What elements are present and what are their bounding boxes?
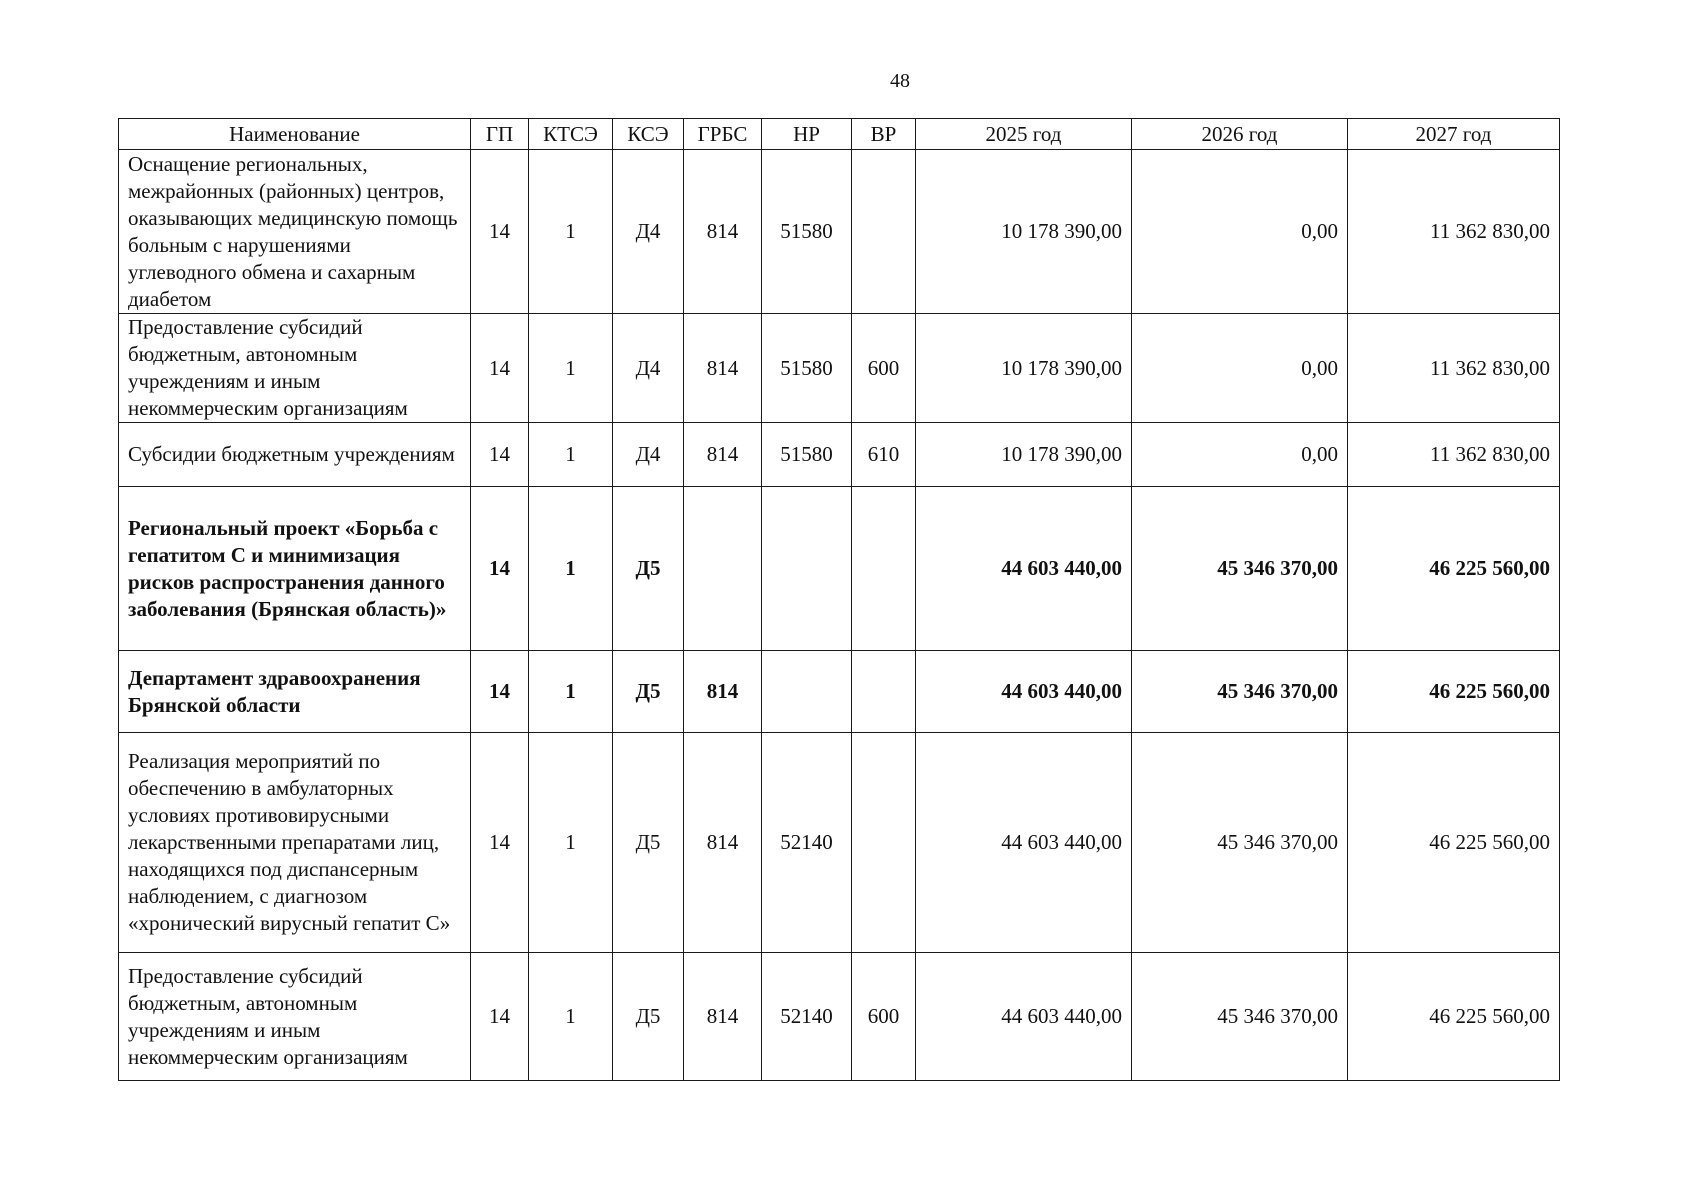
row-2027: 11 362 830,00 (1348, 423, 1560, 487)
row-grbs: 814 (684, 733, 762, 953)
row-2025: 44 603 440,00 (916, 953, 1132, 1081)
row-2026: 45 346 370,00 (1132, 651, 1348, 733)
row-gp: 14 (471, 150, 529, 314)
budget-table (118, 118, 1560, 1081)
row-kse: Д4 (613, 150, 684, 314)
table-row (119, 651, 1560, 733)
row-vr (852, 487, 916, 651)
row-gp: 14 (471, 423, 529, 487)
row-2026: 45 346 370,00 (1132, 733, 1348, 953)
row-2027: 46 225 560,00 (1348, 733, 1560, 953)
row-nr: 52140 (762, 953, 852, 1081)
row-nr: 52140 (762, 733, 852, 953)
table-row (119, 150, 1560, 314)
row-ktse: 1 (529, 651, 613, 733)
row-vr (852, 150, 916, 314)
row-kse: Д5 (613, 487, 684, 651)
header-grbs: ГРБС (684, 119, 762, 150)
row-nr: 51580 (762, 150, 852, 314)
row-nr (762, 487, 852, 651)
row-name: Субсидии бюджетным учреждениям (119, 423, 471, 487)
row-ktse: 1 (529, 487, 613, 651)
row-kse: Д5 (613, 733, 684, 953)
row-grbs: 814 (684, 150, 762, 314)
row-2026: 0,00 (1132, 150, 1348, 314)
row-grbs: 814 (684, 651, 762, 733)
row-gp: 14 (471, 487, 529, 651)
header-2027: 2027 год (1348, 119, 1560, 150)
row-grbs: 814 (684, 953, 762, 1081)
row-2026: 0,00 (1132, 423, 1348, 487)
table-row (119, 733, 1560, 953)
row-gp: 14 (471, 651, 529, 733)
header-gp: ГП (471, 119, 529, 150)
row-2026: 0,00 (1132, 314, 1348, 423)
row-ktse: 1 (529, 953, 613, 1081)
header-kse: КСЭ (613, 119, 684, 150)
row-2025: 10 178 390,00 (916, 150, 1132, 314)
row-2026: 45 346 370,00 (1132, 953, 1348, 1081)
row-ktse: 1 (529, 423, 613, 487)
row-2027: 46 225 560,00 (1348, 651, 1560, 733)
row-2026: 45 346 370,00 (1132, 487, 1348, 651)
row-vr: 600 (852, 314, 916, 423)
row-nr (762, 651, 852, 733)
row-grbs: 814 (684, 423, 762, 487)
row-ktse: 1 (529, 150, 613, 314)
header-2025: 2025 год (916, 119, 1132, 150)
header-2026: 2026 год (1132, 119, 1348, 150)
row-grbs: 814 (684, 314, 762, 423)
table-row (119, 953, 1560, 1081)
row-2025: 10 178 390,00 (916, 423, 1132, 487)
row-kse: Д5 (613, 953, 684, 1081)
row-ktse: 1 (529, 733, 613, 953)
row-name: Оснащение региональных, межрайонных (районных) центров, оказывающих медицинскую помощь больным с нарушениями углеводного обмена и сахарным диабетом (119, 150, 471, 314)
row-grbs (684, 487, 762, 651)
row-kse: Д4 (613, 423, 684, 487)
row-nr: 51580 (762, 314, 852, 423)
row-2025: 44 603 440,00 (916, 733, 1132, 953)
row-2025: 10 178 390,00 (916, 314, 1132, 423)
row-2027: 46 225 560,00 (1348, 953, 1560, 1081)
row-name: Предоставление субсидий бюджетным, автономным учреждениям и иным некоммерческим организациям (119, 953, 471, 1081)
row-name: Реализация мероприятий по обеспечению в амбулаторных условиях противовирусными лекарственными препаратами лиц, находящихся под диспансерным наблюдением, с диагнозом «хронический вирусный гепатит С» (119, 733, 471, 953)
table-row (119, 423, 1560, 487)
row-vr: 600 (852, 953, 916, 1081)
row-name: Региональный проект «Борьба с гепатитом С и минимизация рисков распространения данного заболевания (Брянская область)» (119, 487, 471, 651)
row-kse: Д4 (613, 314, 684, 423)
row-kse: Д5 (613, 651, 684, 733)
row-name: Департамент здравоохранения Брянской области (119, 651, 471, 733)
row-gp: 14 (471, 953, 529, 1081)
row-vr: 610 (852, 423, 916, 487)
header-ktse: КТСЭ (529, 119, 613, 150)
table-row (119, 314, 1560, 423)
table-header-row (119, 119, 1560, 150)
row-gp: 14 (471, 314, 529, 423)
header-name: Наименование (119, 119, 471, 150)
row-2027: 11 362 830,00 (1348, 150, 1560, 314)
header-vr: ВР (852, 119, 916, 150)
row-2025: 44 603 440,00 (916, 487, 1132, 651)
row-2027: 46 225 560,00 (1348, 487, 1560, 651)
row-gp: 14 (471, 733, 529, 953)
row-name: Предоставление субсидий бюджетным, автономным учреждениям и иным некоммерческим организациям (119, 314, 471, 423)
table-row (119, 487, 1560, 651)
row-2027: 11 362 830,00 (1348, 314, 1560, 423)
row-vr (852, 733, 916, 953)
row-ktse: 1 (529, 314, 613, 423)
page-number: 48 (890, 70, 910, 92)
row-2025: 44 603 440,00 (916, 651, 1132, 733)
row-nr: 51580 (762, 423, 852, 487)
row-vr (852, 651, 916, 733)
header-nr: НР (762, 119, 852, 150)
